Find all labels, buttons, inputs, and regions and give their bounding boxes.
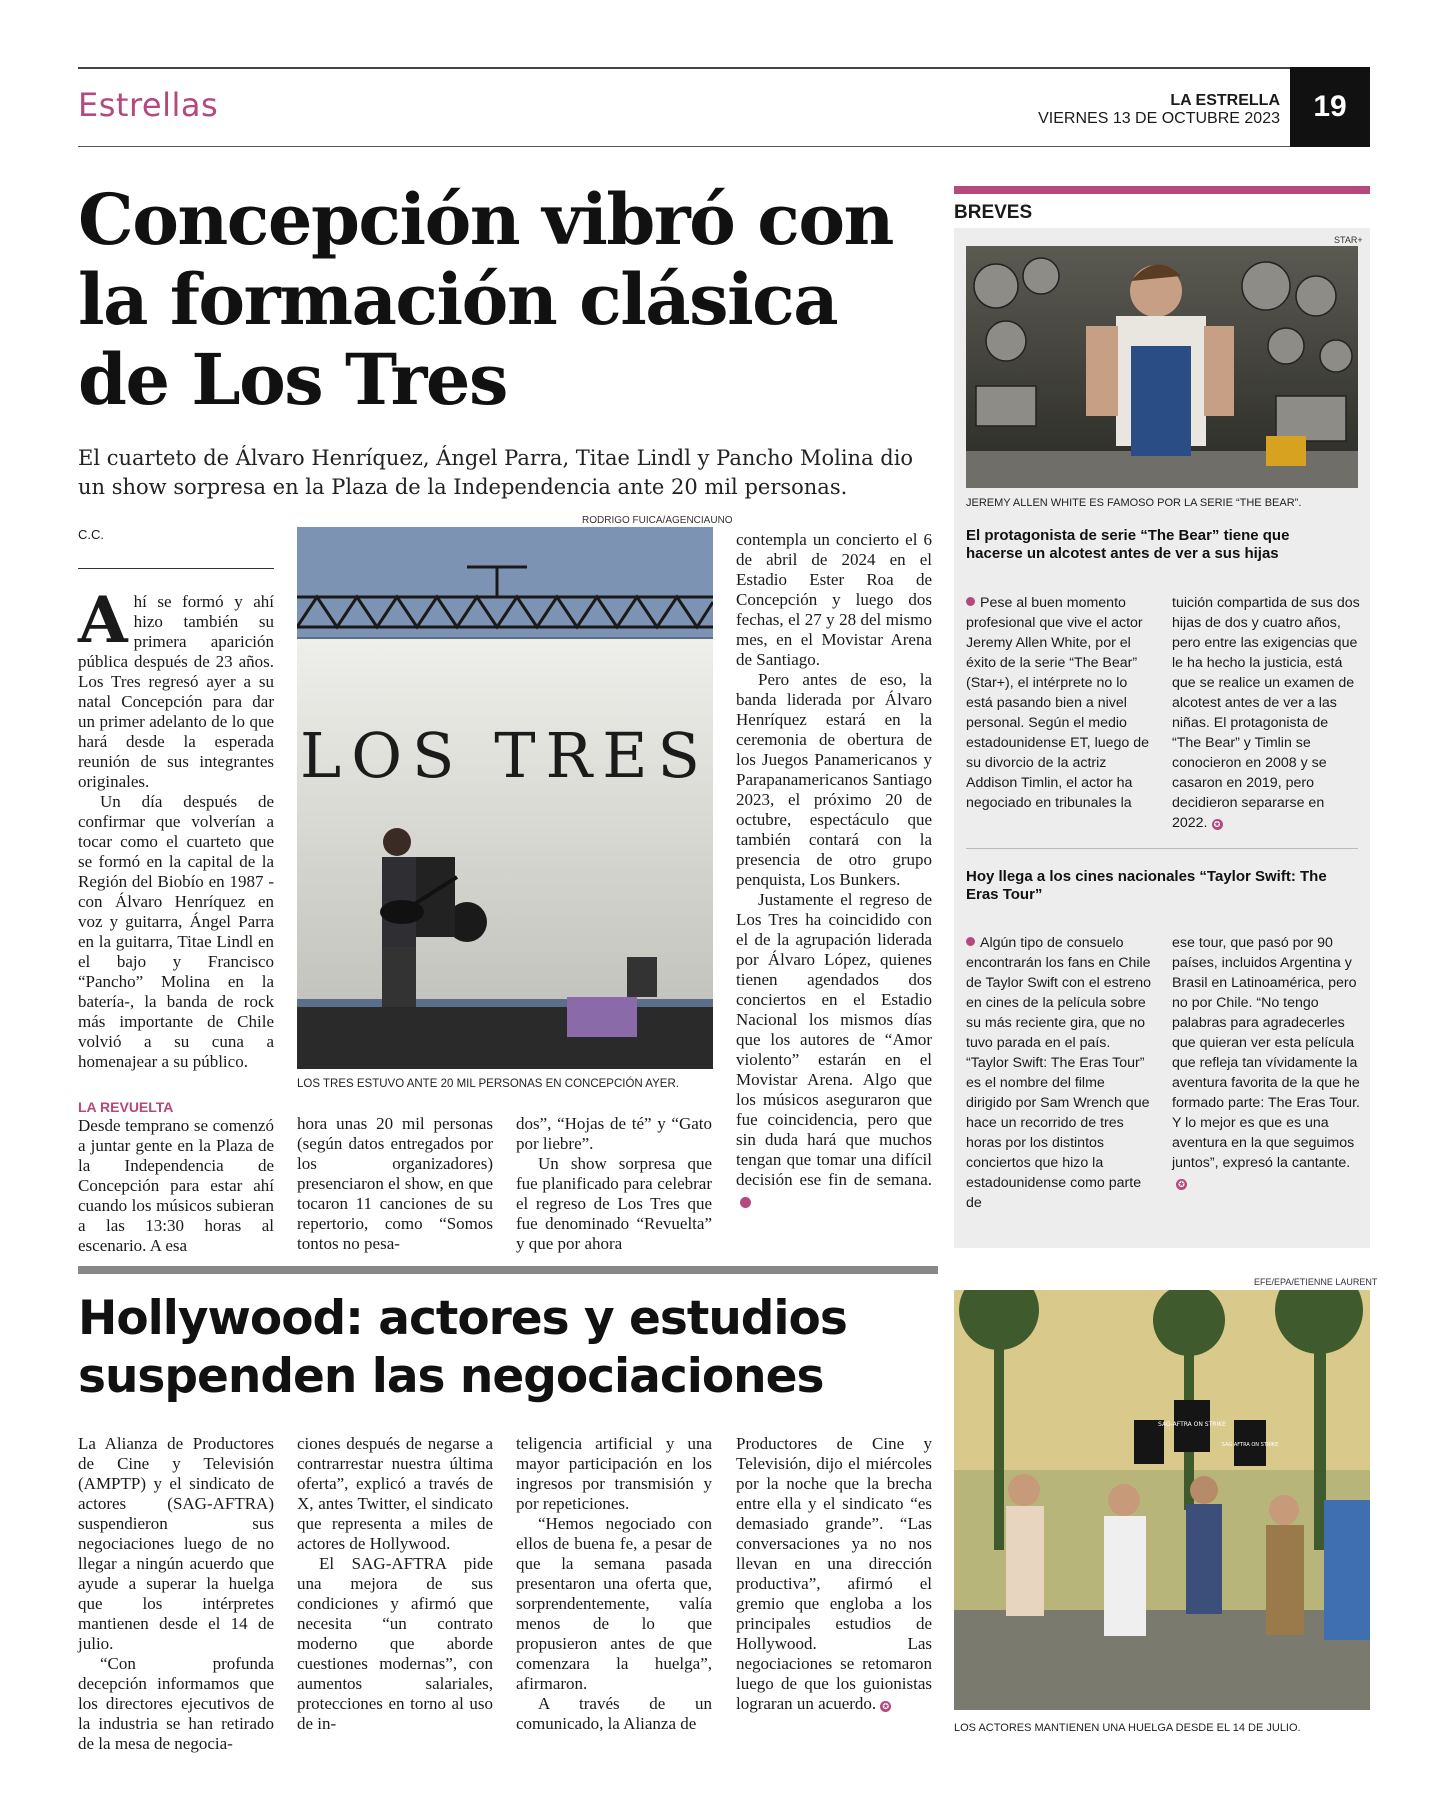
photo-caption: JEREMY ALLEN WHITE ES FAMOSO POR LA SERIE “THE BEAR”. — [966, 497, 1302, 509]
paragraph: Un show sorpresa que fue planificado para celebrar el regreso de Los Tres que fue denominado “Revuelta” y que por ahora — [516, 1154, 712, 1253]
breves-text: Pese al buen momento profesional que vive el actor Jeremy Allen White, por el éxito de la serie “The Bear” (Star+), el intérprete no lo está pasando bien a nivel personal. Según el medio estadounidense ET, luego de su divorcio de la actriz Addison Timlin, el actor ha negociado en tribunales la — [966, 595, 1150, 811]
star-circle-icon: ✪ — [880, 1701, 891, 1712]
byline-rule — [78, 568, 274, 569]
breves-item-column — [1172, 593, 1360, 833]
paragraph: La Alianza de Productores de Cine y Televisión (AMPTP) y el sindicato de actores (SAG-AFTRA) suspendieron sus negociaciones luego de no llegar a ningún acuerdo que ayude a superar la huelga que los intérpretes mantienen desde el 14 de julio. — [78, 1434, 274, 1653]
strike-photo — [954, 1290, 1370, 1710]
breves-accent-bar — [954, 186, 1370, 194]
the-bear-photo — [966, 246, 1358, 488]
breves-item-headline: Hoy llega a los cines nacionales “Taylor Swift: The Eras Tour” — [966, 868, 1327, 903]
paragraph: contempla un concierto el 6 de abril de 2024 en el Estadio Ester Roa de Concepción y luego dos fechas, el 27 y 28 del mismo mes, en el Movistar Arena de Santiago. — [736, 530, 932, 669]
photo-caption: LOS TRES ESTUVO ANTE 20 MIL PERSONAS EN CONCEPCIÓN AYER. — [297, 1078, 679, 1090]
main-column-2 — [297, 1114, 493, 1254]
main-deck: El cuarteto de Álvaro Henríquez, Ángel Parra, Titae Lindl y Pancho Molina dio un show sorpresa en la Plaza de la Independencia ante 20 mil personas. — [78, 446, 914, 499]
paragraph: Justamente el regreso de Los Tres ha coincidido con el de la agrupación liderada por Álvaro López, quienes tienen agendados dos conciertos en el Estadio Nacional los mismos días que los autores de “Amor violento” estarán en el Movistar Arena. Algo que los músicos aseguraron que fue coincidencia, pero que sin duda hará que muchos tengan que tomar una difícil decisión ese fin de semana. — [736, 890, 932, 1189]
issue-date: VIERNES 13 DE OCTUBRE 2023 — [1038, 110, 1280, 127]
hollywood-column-1 — [78, 1434, 274, 1754]
breves-item-column — [1172, 933, 1360, 1193]
paragraph: ciones después de negarse a contrarrestar nuestra última oferta”, explicó a través de X, antes Twitter, el sindicato que representa a miles de actores de Hollywood. — [297, 1434, 493, 1553]
paragraph: dos”, “Hojas de té” y “Gato por liebre”. — [516, 1114, 712, 1153]
section-name: Estrellas — [78, 86, 219, 124]
top-rule — [78, 67, 1370, 69]
section-divider — [78, 1266, 938, 1274]
paragraph: hí se formó y ahí hizo también su primera aparición pública después de 23 años. Los Tres regresó ayer a su natal Concepción para dar un primer adelanto de lo que hará desde la esperada reunión de sus integrantes originales. — [78, 592, 274, 791]
paper-name: LA ESTRELLA — [1170, 92, 1280, 109]
breves-item-headline: El protagonista de serie “The Bear” tiene que hacerse un alcotest antes de ver a sus hijas — [966, 527, 1290, 562]
paragraph: teligencia artificial y una mayor participación en los ingresos por transmisión y por repeticiones. — [516, 1434, 712, 1513]
photo-credit: STAR+ — [1334, 235, 1363, 245]
concert-illustration — [297, 527, 713, 1069]
photo-caption: LOS ACTORES MANTIENEN UNA HUELGA DESDE EL 14 DE JULIO. — [954, 1722, 1301, 1734]
section-subhead: LA REVUELTA — [78, 1099, 174, 1115]
main-column-1-bottom — [78, 1090, 274, 1256]
bullet-dot-icon — [966, 597, 975, 606]
hollywood-column-4 — [736, 1434, 932, 1714]
kitchen-illustration — [966, 246, 1358, 488]
breves-title: BREVES — [954, 202, 1033, 223]
photo-credit: RODRIGO FUICA/AGENCIAUNO — [582, 515, 733, 526]
star-circle-icon: ✪ — [1212, 819, 1223, 830]
photo-credit: EFE/EPA/ETIENNE LAURENT — [1254, 1277, 1378, 1287]
breves-item-column — [966, 593, 1154, 813]
strike-illustration — [954, 1290, 1370, 1710]
main-column-4 — [736, 530, 932, 1210]
paragraph: Pero antes de eso, la banda liderada por Álvaro Henríquez estará en la ceremonia de obertura de los Juegos Panamericanos y Parapanamericanos Santiago 2023, el próximo 20 de octubre, espectáculo que también contará con la presencia de otro grupo penquista, Los Bunkers. — [736, 670, 932, 889]
paragraph: “Con profunda decepción informamos que los directores ejecutivos de la industria se han retirado de la mesa de negocia- — [78, 1654, 274, 1753]
main-headline: Concepción vibró con la formación clásica de Los Tres — [78, 178, 893, 421]
paragraph: hora unas 20 mil personas (según datos entregados por los organizadores) presenciaron el show, en que tocaron 11 canciones de su repertorio, como “Somos tontos no pesa- — [297, 1114, 493, 1253]
main-column-1 — [78, 583, 274, 1072]
paragraph: A través de un comunicado, la Alianza de — [516, 1694, 712, 1733]
hollywood-column-3 — [516, 1434, 712, 1734]
drop-cap: A — [78, 583, 128, 658]
star-circle-icon: ✪ — [740, 1197, 751, 1208]
breves-divider — [966, 848, 1358, 849]
breves-item-column — [966, 933, 1154, 1213]
paragraph: Productores de Cine y Televisión, dijo el miércoles por la noche que la brecha entre ella y el sindicato “es demasiado grande”. “Las conversaciones ya no nos llevan en una dirección productiva”, afirmó el gremio que engloba a los principales estudios de Hollywood. Las negociaciones se retomaron luego de que los guionistas lograran un acuerdo. — [736, 1434, 932, 1713]
byline: C.C. — [78, 527, 104, 542]
paragraph: Un día después de confirmar que volverían a tocar como el cuarteto que se formó en la capital de la Región del Biobío en 1987 -con Álvaro Henríquez en voz y guitarra, Ángel Parra en la guitarra, Titae Lindl en el bajo y Francisco “Pancho” Molina en la batería-, la banda de rock más importante de Chile volvió a su cuna a homenajear a su público. — [78, 792, 274, 1071]
protest-sign-text: SAG AFTRA ON STRIKE — [1221, 1442, 1279, 1448]
hollywood-column-2 — [297, 1434, 493, 1734]
breves-text: ese tour, que pasó por 90 países, incluidos Argentina y Brasil en Latinoamérica, pero no por Chile. “No tengo palabras para agradecerles que quieran ver esta película que refleja tan vívidamente la aventura favorita de la que he formado parte: The Eras Tour. Y lo mejor es que es una aventura en la que seguimos juntos”, expresó la cantante. — [1172, 935, 1360, 1171]
header-rule — [78, 146, 1290, 147]
page-number: 19 — [1290, 67, 1370, 147]
main-column-3 — [516, 1114, 712, 1254]
paragraph: El SAG-AFTRA pide una mejora de sus condiciones y afirmó que necesita “un contrato moderno que aborde cuestiones modernas”, con aumentos salariales, protecciones en torno al uso de in- — [297, 1554, 493, 1733]
breves-text: tuición compartida de sus dos hijas de dos y cuatro años, pero entre las exigencias que le ha hecho la justicia, está que se realice un examen de alcotest antes de ver a las niñas. El protagonista de “The Bear” y Timlin se conocieron en 2008 y se casaron en 2019, pero decidieron separarse en 2022. — [1172, 595, 1360, 831]
breves-text: Algún tipo de consuelo encontrarán los fans en Chile de Taylor Swift con el estreno en cines de la película sobre su más reciente gira, que no tuvo parada en el país. “Taylor Swift: The Eras Tour” es el nombre del filme dirigido por Sam Wrench que hace un recorrido de tres horas por los distintos conciertos que hizo la estadounidense como parte de — [966, 935, 1152, 1211]
bullet-dot-icon — [966, 937, 975, 946]
paragraph: “Hemos negociado con ellos de buena fe, a pesar de que la semana pasada presentaron una oferta que, sorprendentemente, valía menos de lo que propusieron antes de que comenzara la huelga”, afirmaron. — [516, 1514, 712, 1693]
hollywood-headline: Hollywood: actores y estudios suspenden las negociaciones — [78, 1291, 847, 1404]
star-circle-icon: ✪ — [1176, 1179, 1187, 1190]
paragraph: Desde temprano se comenzó a juntar gente en la Plaza de la Independencia de Concepción para estar ahí cuando los músicos subieran a las 13:30 horas al escenario. A esa — [78, 1116, 274, 1255]
stage-sign: LOS TRES — [300, 719, 710, 792]
masthead — [1000, 92, 1280, 128]
concert-photo — [297, 527, 713, 1069]
protest-sign-text: SAG-AFTRA ON STRIKE — [1158, 1421, 1226, 1428]
